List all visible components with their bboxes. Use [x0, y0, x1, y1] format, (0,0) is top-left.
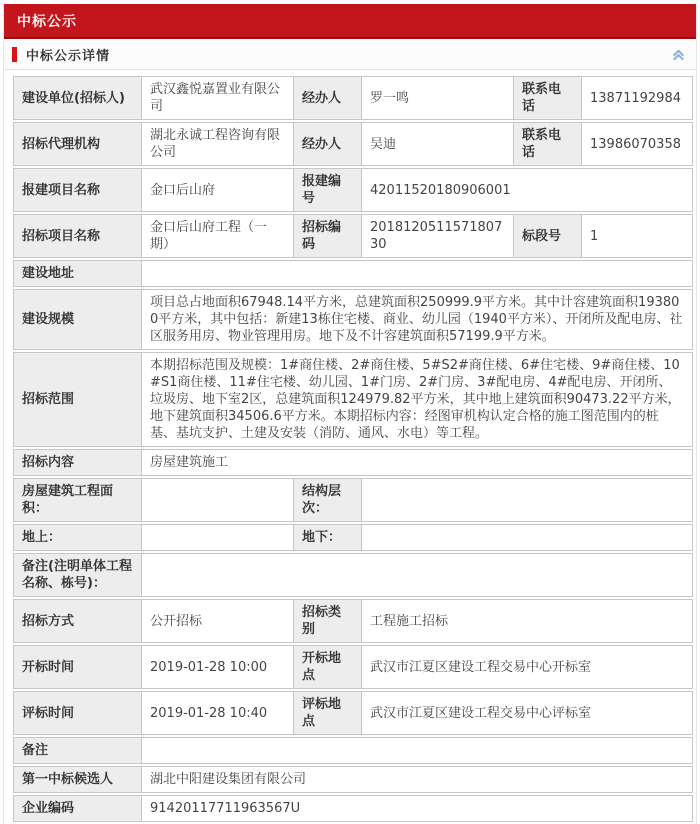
field-label: 备注(注明单体工程名称、栋号)：	[13, 553, 141, 597]
field-label: 招标方式	[13, 599, 141, 643]
field-value: 吴迪	[361, 122, 513, 166]
field-value: 项目总占地面积67948.14平方米，总建筑面积250999.9平方米。其中计容建筑面积193800平方米，其中包括：新建13栋住宅楼、商业、幼儿园（1940平方米）、开闭所及配电房、社区服务用房、物业管理用房。地下及不计容建筑面积57199.9平方米。	[141, 289, 693, 350]
field-label: 经办人	[293, 76, 361, 120]
field-label: 建设规模	[13, 289, 141, 350]
field-label: 招标编码	[293, 214, 361, 258]
section-header	[4, 39, 696, 70]
table-row	[13, 168, 693, 212]
details-table	[13, 74, 693, 824]
field-value: 罗一鸣	[361, 76, 513, 120]
field-value	[141, 737, 693, 764]
field-label: 招标代理机构	[13, 122, 141, 166]
field-value: 工程施工招标	[361, 599, 693, 643]
field-label: 企业编码	[13, 795, 141, 822]
field-value: 13986070358	[581, 122, 693, 166]
field-label: 联系电话	[513, 76, 581, 120]
table-row	[13, 766, 693, 793]
red-accent-bar	[12, 47, 17, 62]
field-value	[141, 478, 293, 522]
field-label: 地下：	[293, 524, 361, 551]
field-label: 报建项目名称	[13, 168, 141, 212]
table-row	[13, 478, 693, 522]
field-value: 武汉市江夏区建设工程交易中心开标室	[361, 645, 693, 689]
field-label: 地上：	[13, 524, 141, 551]
field-value: 13871192984	[581, 76, 693, 120]
field-label: 备注	[13, 737, 141, 764]
field-value	[141, 260, 693, 287]
field-label: 招标类别	[293, 599, 361, 643]
field-value: 金口后山府	[141, 168, 293, 212]
field-value: 91420117711963567U	[141, 795, 693, 822]
field-label: 开标地点	[293, 645, 361, 689]
table-row	[13, 352, 693, 447]
field-label: 标段号	[513, 214, 581, 258]
table-row	[13, 691, 693, 735]
field-label: 结构层次：	[293, 478, 361, 522]
table-row	[13, 645, 693, 689]
field-label: 经办人	[293, 122, 361, 166]
table-row	[13, 599, 693, 643]
field-value: 201812051157180730	[361, 214, 513, 258]
table-row	[13, 260, 693, 287]
field-value: 2019-01-28 10:00	[141, 645, 293, 689]
field-label: 建设单位(招标人)	[13, 76, 141, 120]
page-title: 中标公示	[17, 14, 77, 30]
table-row	[13, 524, 693, 551]
field-label: 招标内容	[13, 449, 141, 476]
table-row	[13, 449, 693, 476]
table-row	[13, 553, 693, 597]
field-label: 评标地点	[293, 691, 361, 735]
field-value	[141, 524, 293, 551]
field-value: 武汉鑫悦嘉置业有限公司	[141, 76, 293, 120]
field-label: 联系电话	[513, 122, 581, 166]
table-row	[13, 795, 693, 822]
field-value: 公开招标	[141, 599, 293, 643]
table-row	[13, 737, 693, 764]
field-label: 报建编号	[293, 168, 361, 212]
page-title-bar	[4, 4, 696, 39]
chevron-double-up-icon[interactable]	[671, 47, 686, 62]
table-row	[13, 76, 693, 120]
section-title: 中标公示详情	[26, 49, 111, 64]
field-value: 42011520180906001	[361, 168, 693, 212]
field-value: 金口后山府工程（一期）	[141, 214, 293, 258]
field-value: 1	[581, 214, 693, 258]
field-label: 招标项目名称	[13, 214, 141, 258]
field-value: 2019-01-28 10:40	[141, 691, 293, 735]
field-label: 建设地址	[13, 260, 141, 287]
field-label: 评标时间	[13, 691, 141, 735]
field-label: 房屋建筑工程面积：	[13, 478, 141, 522]
announcement-page	[3, 4, 697, 824]
field-label: 开标时间	[13, 645, 141, 689]
details-table-body	[13, 76, 693, 822]
field-value: 房屋建筑施工	[141, 449, 693, 476]
field-label: 第一中标候选人	[13, 766, 141, 793]
field-value: 本期招标范围及规模：1#商住楼、2#商住楼、5#S2#商住楼、6#住宅楼、9#商住楼、10#S1商住楼、11#住宅楼、幼儿园、1#门房、2#门房、3#配电房、4#配电房、开闭所、垃圾房、地下室2区，总建筑面积124979.82平方米，其中地上建筑面积90473.22平方米，地下建筑面积34506.6平方米。本期招标内容：经图审机构认定合格的施工图范围内的桩基、基坑支护、土建及安装（消防、通风、水电）等工程。	[141, 352, 693, 447]
table-row	[13, 289, 693, 350]
field-value: 湖北永诚工程咨询有限公司	[141, 122, 293, 166]
field-value	[141, 553, 693, 597]
table-row	[13, 122, 693, 166]
field-value	[361, 478, 693, 522]
field-label: 招标范围	[13, 352, 141, 447]
field-value: 武汉市江夏区建设工程交易中心评标室	[361, 691, 693, 735]
field-value: 湖北中阳建设集团有限公司	[141, 766, 693, 793]
details-section	[4, 70, 696, 824]
table-row	[13, 214, 693, 258]
field-value	[361, 524, 693, 551]
